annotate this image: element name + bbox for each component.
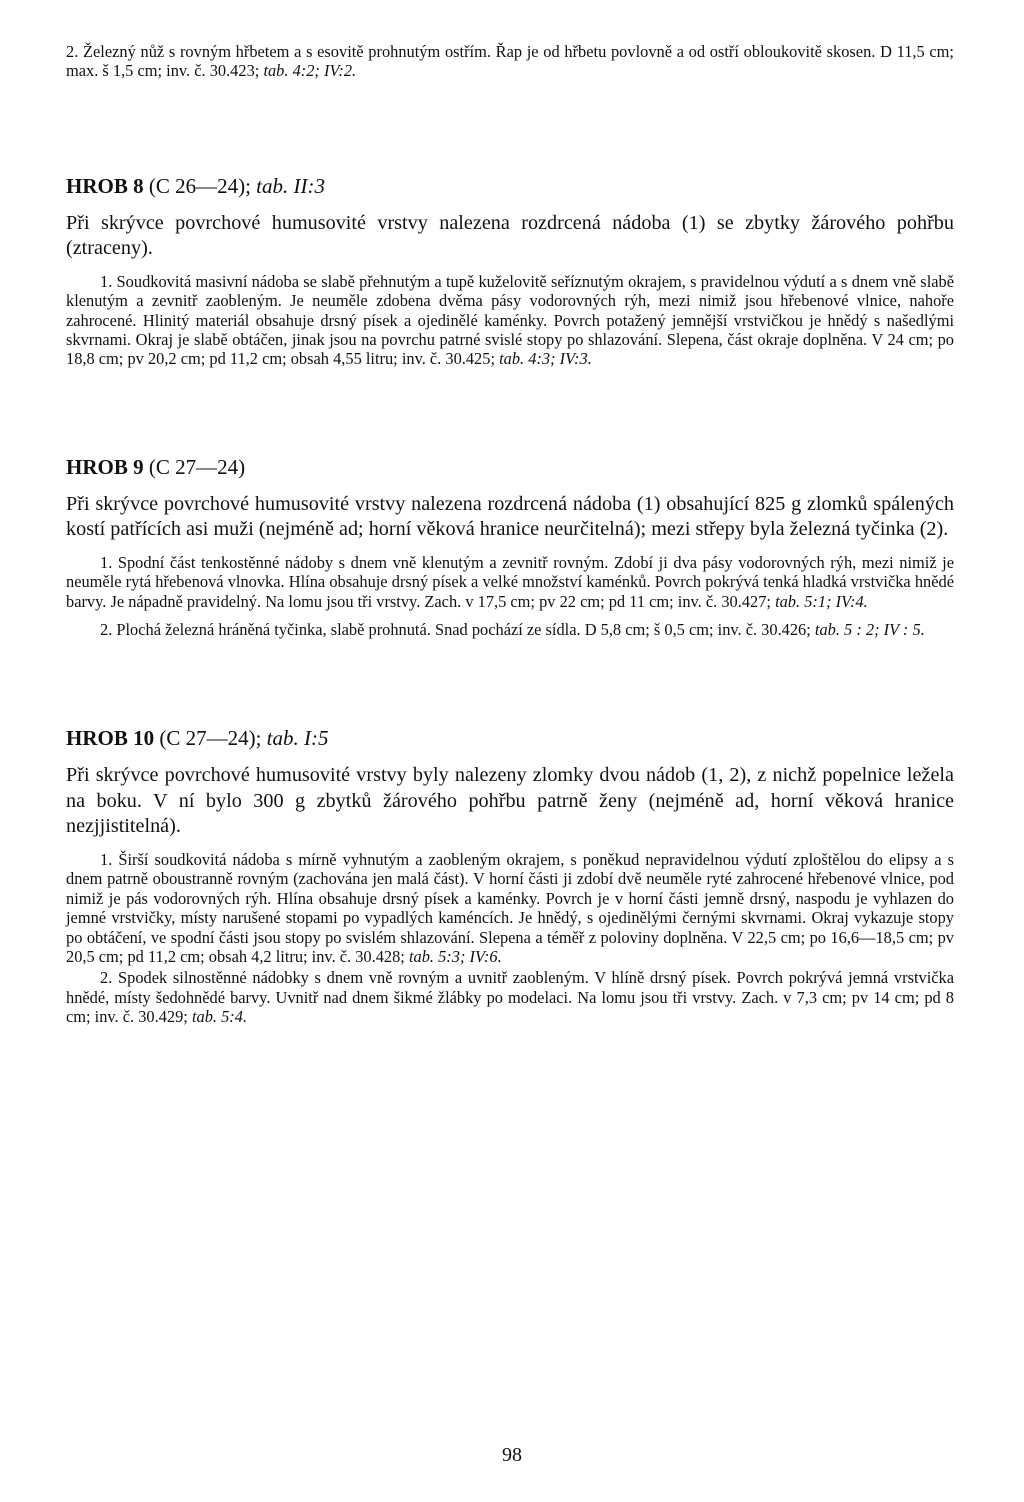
grave9-heading-label: HROB 9 [66, 454, 144, 479]
page-body [66, 42, 954, 1027]
grave10-heading-coords: (C 27—24); [154, 726, 267, 751]
grave10-heading-label: HROB 10 [66, 726, 155, 751]
grave8-item1-text: 1. Soudkovitá masivní nádoba se slabě přehnutým a tupě kuželovitě seříznutým okrajem, s pravidelnou výdutí a s dnem vně slabě klenutým a zevnitř zaobleným. Je neuměle zdobena dvěma pásy vodorovných rýh, mezi nimiž jsou hřebenové vlnice, nahoře zahrocené. Hlinitý materiál obsahuje drsný písek a ojedinělé kaménky. Povrch potažený jemnější vrstvičkou je hnědý s našedlými skvrnami. Okraj je slabě obtáčen, jinak jsou na povrchu patrné svislé stopy po shlazování. Slepena, část okraje doplněna. V 24 cm; po 18,8 cm; pv 20,2 cm; pd 11,2 cm; obsah 4,55 litru; inv. č. 30.425; [66, 271, 954, 369]
top-item-body: 2. Železný nůž s rovným hřbetem a s esovitě prohnutým ostřím. Řap je od hřbetu povlovně a od ostří obloukovitě skosen. D 11,5 cm; max. š 1,5 cm; inv. č. 30.423; [66, 42, 954, 81]
grave8-intro: Při skrývce povrchové humusovité vrstvy nalezena rozdrcená nádoba (1) se zbytky žárového pohřbu (ztraceny). [66, 211, 954, 260]
grave9-intro: Při skrývce povrchové humusovité vrstvy nalezena rozdrcená nádoba (1) obsahující 825 g zlomků spálených kostí patřících asi muži (nejméně ad; horní věková hranice neurčitelná); mezi střepy byla železná tyčinka (2). [66, 492, 954, 541]
grave9-item1 [66, 553, 954, 611]
grave8-item1 [66, 272, 954, 369]
grave9-item1-text: 1. Spodní část tenkostěnné nádoby s dnem vně klenutým a zevnitř rovným. Zdobí ji dva pásy vodorovných rýh, mezi nimiž je neuměle rytá hřebenová vlnovka. Hlína obsahuje drsný písek a velké množství kaménků. Povrch pokrývá tenká hladká vrstvička hnědé barvy. Je nápadně pravidelný. Na lomu jsou tři vrstvy. Zach. v 17,5 cm; pv 22 cm; pd 11 cm; inv. č. 30.427; [66, 552, 954, 611]
grave10-heading [66, 725, 954, 751]
grave9-heading-coords: (C 27—24) [143, 454, 246, 479]
grave10-item1 [66, 850, 954, 966]
grave8-heading-ref: tab. II:3 [256, 173, 325, 198]
grave8-heading-label: HROB 8 [66, 173, 144, 198]
grave9-heading [66, 454, 954, 480]
grave10-item1-ref: tab. 5:3; IV:6. [408, 947, 502, 966]
grave9-item2-text: 2. Plochá železná hráněná tyčinka, slabě prohnutá. Snad pochází ze sídla. D 5,8 cm; š 0,5 cm; inv. č. 30.426; [100, 620, 815, 640]
grave9-item2 [66, 620, 954, 639]
grave8-heading-coords: (C 26—24); [143, 173, 257, 198]
page-number: 98 [502, 1444, 522, 1466]
top-item-ref: tab. 4:2; IV:2. [263, 61, 357, 81]
grave10-item2-text: 2. Spodek silnostěnné nádobky s dnem vně rovným a uvnitř zaobleným. V hlíně drsný písek. Povrch pokrývá jemná vrstvička hnědé, místy šedohnědé barvy. Uvnitř nad dnem šikmé žlábky po modelaci. Na lomu jsou tři vrstvy. Zach. v 7,3 cm; pv 14 cm; pd 8 cm; inv. č. 30.429; [66, 968, 954, 1027]
top-item-text [66, 42, 954, 81]
grave10-heading-ref: tab. I:5 [266, 726, 329, 751]
grave10-item2-ref: tab. 5:4. [191, 1007, 248, 1027]
grave9-item1-ref: tab. 5:1; IV:4. [775, 591, 868, 611]
grave9-item2-ref: tab. 5 : 2; IV : 5. [814, 620, 925, 640]
grave10-intro: Při skrývce povrchové humusovité vrstvy byly nalezeny zlomky dvou nádob (1, 2), z nichž popelnice ležela na boku. V ní bylo 300 g zbytků žárového pohřbu patrně ženy (nejméně ad, horní věková hranice nezjjistitelná). [66, 764, 954, 838]
grave8-item1-ref: tab. 4:3; IV:3. [499, 349, 592, 369]
grave10-item1-text: 1. Širší soudkovitá nádoba s mírně vyhnutým a zaobleným okrajem, s poněkud nepravidelnou výdutí zploštělou do elipsy a s dnem patrně oboustranně rovným (zachována jen malá část). V horní části ji zdobí dvě neuměle ryté zahrocené hřebenové vlnice, pod nimiž je pás vodorovných rýh. Hlína obsahuje drsný písek a kaménky. Povrch je v horní části jemně drsný, naspodu je vyhlazen do jemné vrstvičky, místy narušené stopami po vypadlých kaméncích. Je hnědý, s ojedinělými černými skvrnami. Okraj vykazuje stopy po obtáčení, ve spodní části jsou stopy po svislém shlazování. Slepena a téměř z poloviny doplněna. V 22,5 cm; po 16,6—18,5 cm; pv 20,5 cm; pd 11,2 cm; obsah 4,2 litru; inv. č. 30.428; [66, 849, 954, 966]
grave8-heading [66, 173, 954, 199]
grave10-item2 [66, 968, 954, 1026]
